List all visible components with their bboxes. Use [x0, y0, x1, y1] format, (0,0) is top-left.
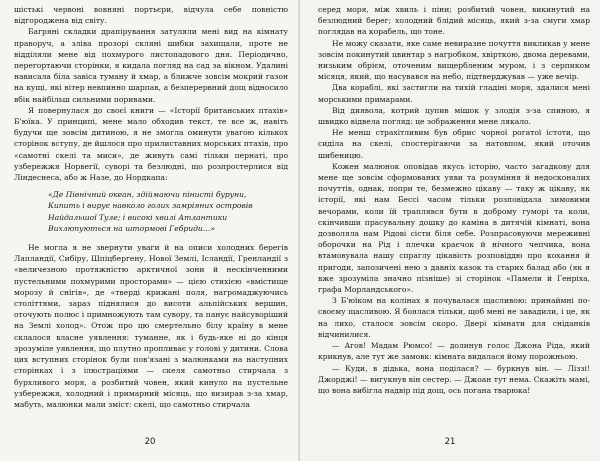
right-paragraph: Не можу сказати, яке саме невиразне почуття викликав у мене зовсім покинутий цвинтар з нагробком, хвірткою, двома деревами, низьким обрієм, оточеним вищербленим муром, і з серпиком місяця, який, що насувався на небо, підтверджував — уже вечір.: [318, 38, 590, 82]
poem-line: Кипить і вирує навколо голих замріяних островів: [48, 201, 253, 211]
left-top-paragraph: шістькі червоні вовняні портьєри, відчула себе повністю відгороджена від світу.: [14, 5, 288, 26]
poem-line: Вихлюпуються на штормові Гебриди…»: [48, 223, 216, 233]
right-paragraph: Два кораблі, які застигли на тихій гладіні моря, здалися мені морськими примарами.: [318, 83, 590, 104]
left-top-paragraph: Я повернулася до своєї книги — «Історії британських птахів» Б'юїка. У принципі, мене мало обходив текст, те все ж, навіть будучи ще зовсім дитиною, я не змогла оминути увагою кількох сторінок вступу, де йшлося про прилиставних морських птахів, про «самотні скелі та миси», де живуть самі тільки пернаті, про узбережжя Норвегії, суворі та безлюдні, що розпростерлися від Ліндеснеса, або ж Назе, до Нордкапа:: [14, 105, 288, 183]
right-paragraph: — Агов! Мадам Рюмсо! — долинув голос Джона Ріда, який крикнув, але тут же замовк: кімната видалася йому порожньою.: [318, 341, 590, 362]
right-paragraph: Кожен малюнок оповідав якусь історію, часто загадкову для мене ще зовсім сформованих уяви та розуміння й недосконалих почуттів, однак, попри те, безмежно цікаву — таку ж цікаву, як історії, які нам Бессі часом тільки розповідала зимовими вечорами, коли їй траплявся бути в доброму гуморі та коли, скінчивши прасувальну дошку до каміна в дитячій кімнаті, вона дозволяла нам Рідові сісти біля себе. Розпрасовуючи мереживні оборочки на Рід і плечки краєчок й нічного чепчика, вона втамовувала нашу спраглу цікавість розповіддю про кохання й пригоди, запозичені нею з давніх казок та старих балад або (як я вже зрозуміла значно пізніше) зі сторінок «Памели й Генріха, графа Морландського».: [318, 161, 590, 295]
right-paragraph: Не менш страхітливим був обрис чорної рогатої істоти, що сиділа на скелі, спостерігаючи за натовпом, який оточив шибеницю.: [318, 128, 590, 160]
right-paragraph: серед моря, між хвиль і піни; розбитий човен, викинутий на безлюдний берег; холодний блідий місяць, який з-за смуги хмар поглядав на корабель, що тоне.: [318, 5, 590, 37]
left-paragraphs-bottom: [14, 242, 288, 410]
right-paragraph: З Б'юїком на колінах я почувалася щасливою: принаймні по-своєму щасливою. Я боялася тільки, щоб мені не завадили, і це, як на лихо, сталося зовсім скоро. Двері кімнати для сніданків відчинилися.: [318, 296, 590, 339]
right-paragraph: Від диявола, котрий цупив мішок у злодія з-за спиною, я швидко відвела погляд: це зображення мене лякало.: [318, 105, 590, 127]
poem-line: «Де Північний океан, здіймаючи пінисті буруни,: [48, 190, 247, 200]
right-page: [300, 0, 600, 461]
left-top-paragraph: Багряні складки драпірування затуляли мені вид на кімнату праворуч, а зліва прозорі скляні шибки захищали, проте не відділяли мене від похмурого листопадового дня. Періодично, перегортаючи сторінки, я кидала погляд на сад за вікном. Удалині нависала біла завіса туману й хмар, а ближче зовсім мокрий газон на кущі, які вітер невпинно шарпав, а безперервний дощ відносило вбік найбільш сильними поривами.: [14, 27, 288, 104]
page-number-left: 20: [144, 437, 156, 447]
left-bottom-paragraph: Не могла я не звернути уваги й на описи холодних берегів Лапландії, Сибіру, Шпіцбергену, Нової Землі, Ісландії, Гренландії з «величезною протяжністю арктичної зони й нескінченними пустельними похмурими просторами» — цією стихією «вмістище морозу й снігів», де «тверді крижані поля, нагромаджуючись століттями, зараз піднялися до висоти альпійських вершин, оточують полюс і примножують там сувору, та панує найсуворіший на Землі холод». Отож про цю смертельно білу країну в мене склалося власне уявлення: туманне, як і будь-яке ні до кінця зрозуміле уявлення, що плутно пропливає у голові у дитини. Слова цих вступних сторінок були пов'язані з малюнками на наступних сторінках і з ілюстраціями — скеля самотньо стирчала з бурхливого моря, а розбитий човен, який кинуло на пустельне узбережжя, холодний і примарний місяць, що визирав з-за хмар, мабуть, малюнки мали зміст: скелі, що самотньо стирчала: [14, 243, 288, 409]
page-number-right: 21: [444, 437, 456, 447]
poem-quote: [48, 189, 288, 234]
right-paragraph: — Куди, в дідька, вона поділася? — буркнув він. — Ліззі! Джорджі! — вигукнув він сестер. — Джоан тут нема. Скажіть мамі, що вона вибігла надвір під дощ, ось погана тварюка!: [318, 363, 590, 395]
right-paragraphs: [318, 4, 590, 396]
left-paragraphs-top: [14, 4, 288, 183]
poem-line: Найдальшої Туле; і високі хвилі Атлантики: [48, 212, 228, 222]
